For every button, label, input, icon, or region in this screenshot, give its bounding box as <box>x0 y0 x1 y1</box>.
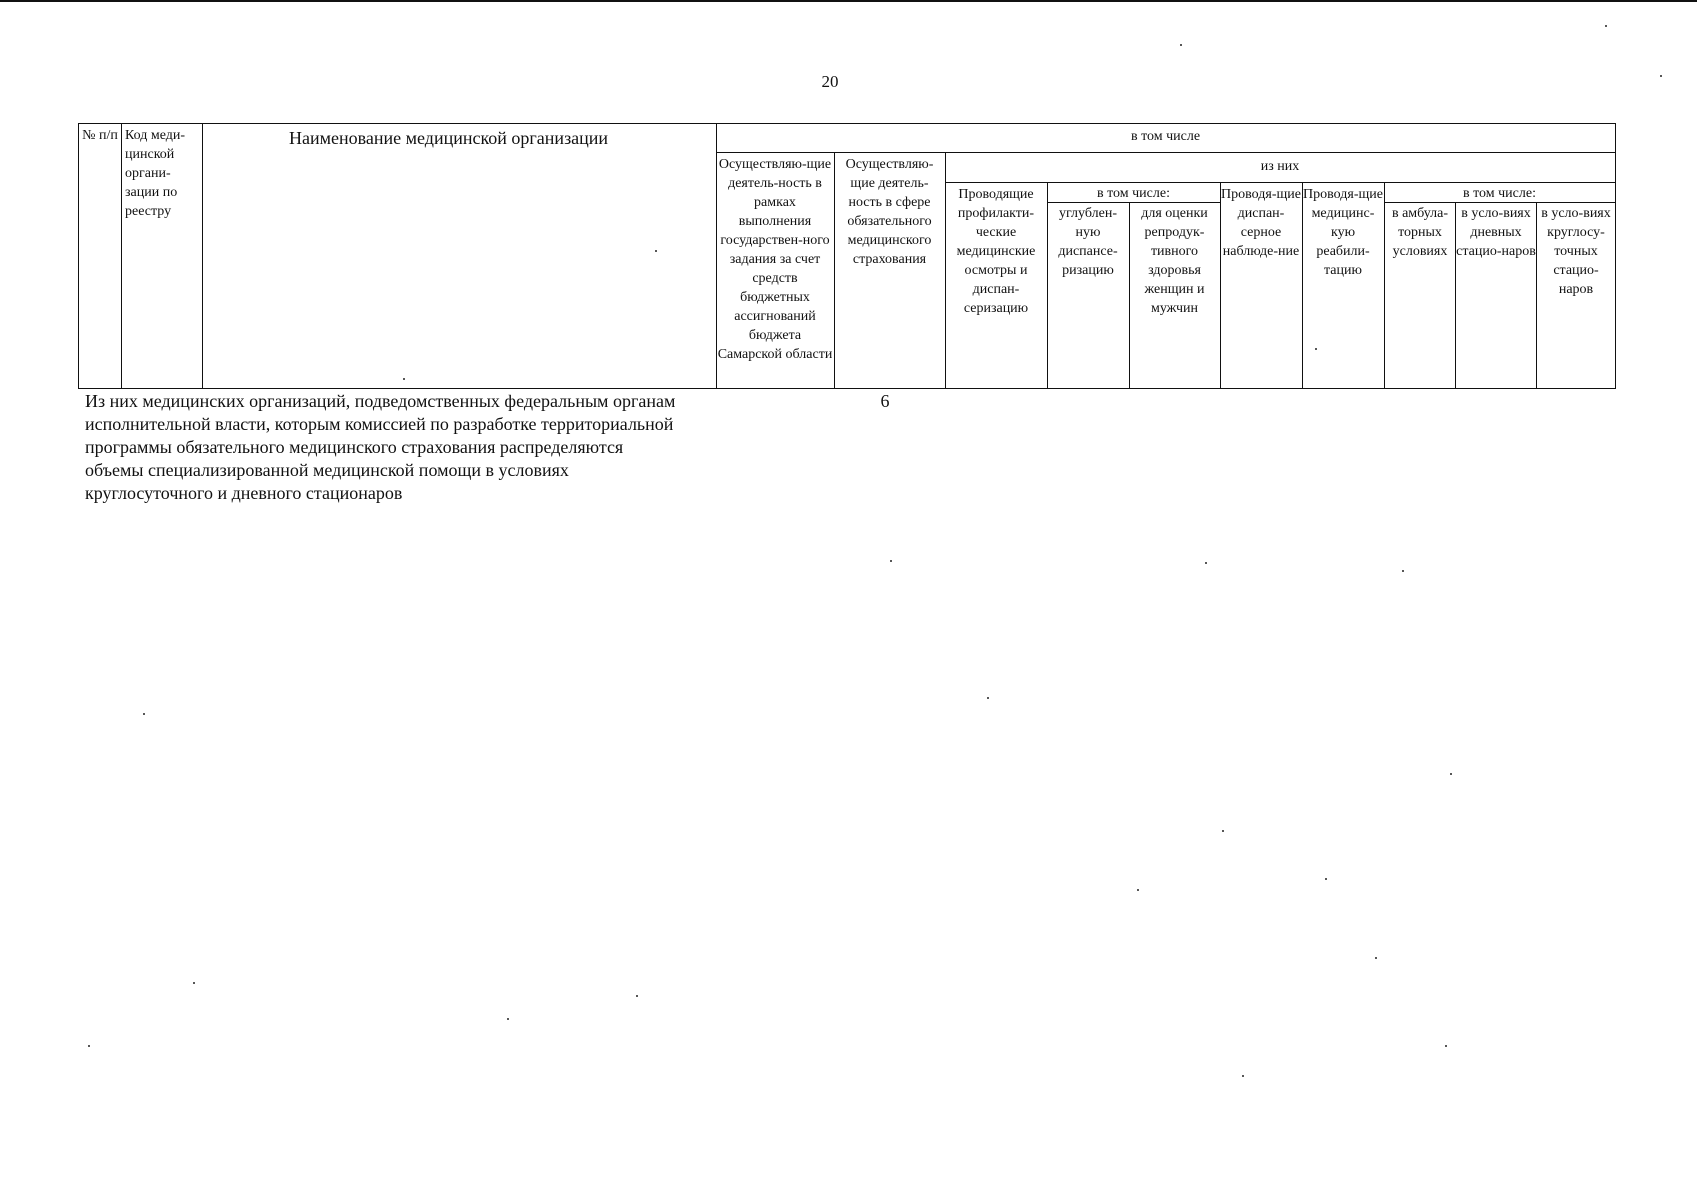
scan-speck <box>987 697 989 699</box>
divider <box>945 182 1615 183</box>
scan-speck <box>1375 957 1377 959</box>
header-deep-dispensarization: углублен-ную диспансе-ризацию <box>1058 206 1118 278</box>
divider <box>202 124 203 388</box>
header-dispensary-observation: Проводя-щие диспан-серное наблюде-ние <box>1221 187 1301 259</box>
scan-speck <box>1137 889 1139 891</box>
header-including-sub: в том числе: <box>1097 186 1170 201</box>
header-outpatient: в амбула-торных условиях <box>1391 206 1449 259</box>
scan-speck <box>636 995 638 997</box>
header-reproductive-health: для оценки репродук-тивного здоровья женщин и мужчин <box>1141 206 1208 316</box>
scan-speck <box>890 560 892 562</box>
header-org-code: Код меди-цинской органи-зации по реестру <box>125 128 186 219</box>
scan-speck <box>1402 570 1404 572</box>
header-prof-exams: Проводящие профилакти-ческие медицинские осмотры и диспан-серизацию <box>956 187 1036 316</box>
header-number: № п/п <box>82 128 118 143</box>
scan-speck <box>1205 562 1207 564</box>
header-org-name: Наименование медицинской организации <box>289 128 609 148</box>
scan-speck <box>1242 1075 1244 1077</box>
page-number: 20 <box>821 72 839 91</box>
scan-speck <box>193 982 195 984</box>
header-including-rehab: в том числе: <box>1463 186 1536 201</box>
scan-speck <box>1325 878 1327 880</box>
scan-speck <box>1445 1045 1447 1047</box>
scan-speck <box>507 1018 509 1020</box>
header-of-them: из них <box>1260 159 1300 174</box>
scan-speck <box>655 250 657 252</box>
scan-speck <box>1180 44 1182 46</box>
scan-speck <box>1222 830 1224 832</box>
scan-speck <box>1660 75 1662 77</box>
scan-speck <box>1605 25 1607 27</box>
header-including: в том числе <box>1130 129 1201 144</box>
scan-speck <box>403 378 405 380</box>
scan-speck <box>1315 348 1317 350</box>
scan-speck <box>88 1045 90 1047</box>
footnote-text: Из них медицинских организаций, подведомственных федеральным органам исполнительной власти, которым комиссией по разработке территориальной программы обязательного медицинского страхования распределяются объемы специализированной медицинской помощи в условиях круглосуточного и дневного стационаров <box>85 391 676 503</box>
scan-speck <box>143 713 145 715</box>
divider <box>716 152 1615 153</box>
top-border-line <box>0 0 1697 2</box>
header-state-task: Осуществляю-щие деятель-ность в рамках выполнения государствен-ного задания за счет средств бюджетных ассигнований бюджета Самарской области <box>717 157 833 362</box>
header-oms: Осуществляю-щие деятель-ность в сфере обязательного медицинского страхования <box>845 157 934 267</box>
divider <box>121 124 122 388</box>
scan-speck <box>1450 773 1452 775</box>
header-day-hospital: в усло-виях дневных стацио-наров <box>1456 206 1536 259</box>
organizations-table-header <box>78 123 1616 389</box>
header-round-clock-hospital: в усло-виях круглосу-точных стацио-наров <box>1541 206 1611 297</box>
footnote-value: 6 <box>880 391 890 411</box>
header-rehabilitation: Проводя-щие медицинс-кую реабили-тацию <box>1303 187 1383 278</box>
